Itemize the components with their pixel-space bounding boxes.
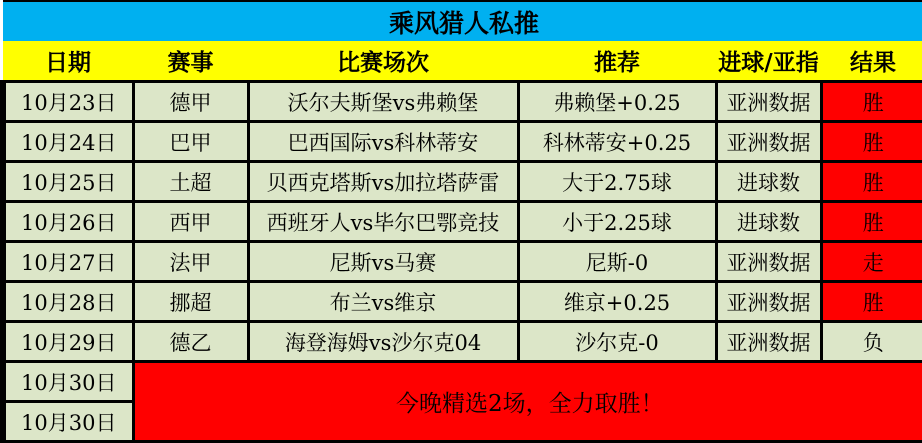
date-cell: 10月24日 <box>3 122 133 162</box>
table-row <box>3 202 922 242</box>
header-row <box>3 41 922 82</box>
result-cell: 走 <box>821 242 922 282</box>
table-row <box>3 122 922 162</box>
column-header-league: 赛事 <box>133 41 248 82</box>
date-cell: 10月28日 <box>3 282 133 322</box>
league-cell: 西甲 <box>133 202 248 242</box>
type-cell: 进球数 <box>716 162 821 202</box>
type-cell: 进球数 <box>716 202 821 242</box>
date-cell: 10月26日 <box>3 202 133 242</box>
match-cell: 贝西克塔斯vs加拉塔萨雷 <box>248 162 518 202</box>
league-cell: 法甲 <box>133 242 248 282</box>
promo-banner: 今晚精选2场，全力取胜！ <box>133 362 922 442</box>
league-cell: 德甲 <box>133 82 248 122</box>
league-cell: 挪超 <box>133 282 248 322</box>
match-cell: 尼斯vs马赛 <box>248 242 518 282</box>
column-header-result: 结果 <box>821 41 922 82</box>
pending-row <box>3 362 922 402</box>
table-row <box>3 242 922 282</box>
column-header-type: 进球/亚指 <box>716 41 821 82</box>
result-cell: 胜 <box>821 122 922 162</box>
table-row <box>3 322 922 362</box>
type-cell: 亚洲数据 <box>716 122 821 162</box>
date-cell: 10月29日 <box>3 322 133 362</box>
date-cell: 10月27日 <box>3 242 133 282</box>
table-row <box>3 162 922 202</box>
pick-cell: 维京+0.25 <box>518 282 716 322</box>
pick-cell: 科林蒂安+0.25 <box>518 122 716 162</box>
title-row <box>3 1 922 41</box>
result-cell: 胜 <box>821 202 922 242</box>
column-header-pick: 推荐 <box>518 41 716 82</box>
pick-cell: 大于2.75球 <box>518 162 716 202</box>
date-cell: 10月23日 <box>3 82 133 122</box>
pick-cell: 弗赖堡+0.25 <box>518 82 716 122</box>
type-cell: 亚洲数据 <box>716 82 821 122</box>
league-cell: 巴甲 <box>133 122 248 162</box>
match-cell: 巴西国际vs科林蒂安 <box>248 122 518 162</box>
match-cell: 沃尔夫斯堡vs弗赖堡 <box>248 82 518 122</box>
result-cell: 胜 <box>821 82 922 122</box>
match-cell: 布兰vs维京 <box>248 282 518 322</box>
league-cell: 德乙 <box>133 322 248 362</box>
pick-cell: 小于2.25球 <box>518 202 716 242</box>
date-cell: 10月30日 <box>3 402 133 442</box>
column-header-date: 日期 <box>3 41 133 82</box>
result-cell: 胜 <box>821 282 922 322</box>
league-cell: 土超 <box>133 162 248 202</box>
result-cell: 胜 <box>821 162 922 202</box>
date-cell: 10月30日 <box>3 362 133 402</box>
page-title: 乘风猎人私推 <box>3 1 922 41</box>
table-row <box>3 82 922 122</box>
date-cell: 10月25日 <box>3 162 133 202</box>
match-cell: 海登海姆vs沙尔克04 <box>248 322 518 362</box>
result-cell: 负 <box>821 322 922 362</box>
pick-cell: 沙尔克-0 <box>518 322 716 362</box>
type-cell: 亚洲数据 <box>716 282 821 322</box>
column-header-match: 比赛场次 <box>248 41 518 82</box>
pick-cell: 尼斯-0 <box>518 242 716 282</box>
table-row <box>3 282 922 322</box>
type-cell: 亚洲数据 <box>716 242 821 282</box>
type-cell: 亚洲数据 <box>716 322 821 362</box>
match-cell: 西班牙人vs毕尔巴鄂竞技 <box>248 202 518 242</box>
